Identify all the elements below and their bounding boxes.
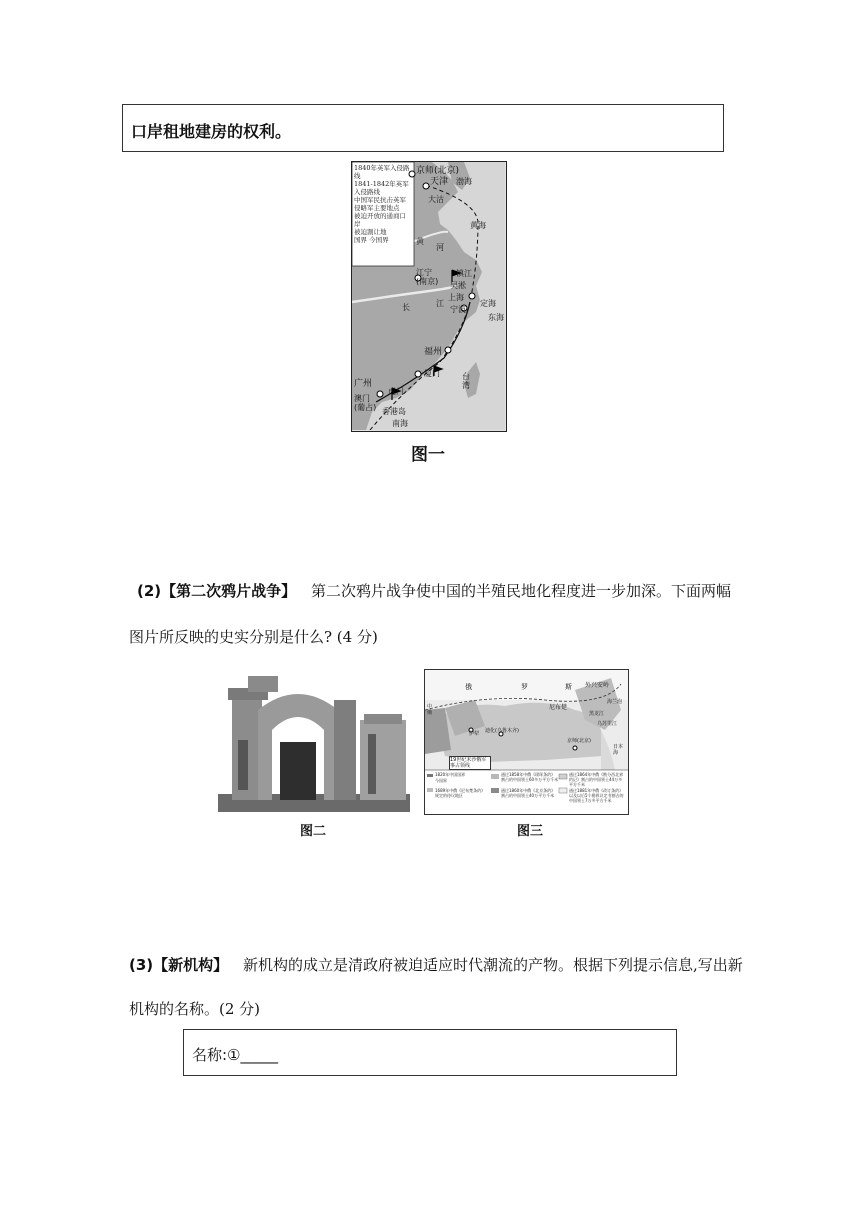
- figure-3-caption: 图三: [517, 824, 544, 839]
- figure-2-caption: 图二: [300, 824, 327, 839]
- place-label: 渤海: [456, 177, 472, 186]
- place-label: 广州: [354, 379, 373, 389]
- ruins-svg: [218, 670, 410, 812]
- place-label: 镇江: [456, 269, 472, 278]
- place-label: 京师(北京): [416, 166, 460, 176]
- map-3-legend-item: 通过1858年中俄《瑷珲条约》割占的中国领土60多万平方千米: [501, 772, 559, 782]
- map-1-legend-item: 国界: [354, 236, 367, 244]
- place-label: 澳门(葡占): [354, 394, 377, 412]
- map-3-label: 尼布楚: [549, 704, 568, 711]
- question-3: [129, 954, 749, 975]
- place-label: 吴淞: [450, 281, 466, 290]
- place-label: 香港岛: [382, 407, 406, 416]
- question-3-text-line1: 新机构的成立是清政府被迫适应时代潮流的产物。根据下列提示信息,写出新: [242, 956, 743, 974]
- map-3-label: 京师(北京): [567, 738, 591, 744]
- place-label: 定海: [480, 299, 496, 308]
- map-3-label: 黑龙江: [589, 711, 605, 717]
- map-3-legend-item: 通过1860年中俄《北京条约》割占的中国领土40万平方千米: [501, 788, 556, 798]
- answer-box[interactable]: [183, 1029, 677, 1076]
- map-3-label: 斯: [565, 683, 572, 691]
- question-3-label: (3)【新机构】: [129, 956, 229, 974]
- map-1-legend-item: 被迫开放的通商口岸: [354, 212, 406, 228]
- map-3-label: 海兰泡: [607, 699, 623, 705]
- place-label: 江: [436, 299, 444, 308]
- map-3-legend-item: 1689年中俄《尼布楚条约》规定的待议地区: [435, 788, 486, 798]
- map-3-label: 乌苏里江: [597, 721, 618, 727]
- map-1-legend-item: 今国界: [369, 236, 389, 244]
- figure-3-map: [424, 669, 629, 815]
- place-label: 长: [402, 303, 410, 312]
- map-1-legend-item: 被迫割让地: [354, 228, 387, 236]
- map-3-legend-item: 今国界: [435, 778, 447, 783]
- place-label: 宁波: [450, 305, 466, 314]
- place-label: 南海: [392, 419, 408, 428]
- place-label: 黄海: [470, 221, 486, 230]
- figure-2-photo: [218, 670, 410, 812]
- figure-1-map: [351, 161, 507, 432]
- place-label: 上海: [448, 293, 464, 302]
- figure-1-caption: 图一: [411, 445, 445, 465]
- map-3-label: 中俄: [427, 704, 433, 716]
- question-2-label: (2)【第二次鸦片战争】: [137, 582, 297, 600]
- map-3-label: 19世纪末沙俄军事占领线: [449, 756, 491, 770]
- map-1-legend-item: 中国军民抗击英军侵略军主要地点: [354, 196, 406, 212]
- place-label: 福州: [424, 347, 443, 357]
- map-3-label: 俄: [465, 683, 472, 691]
- top-text-box: [122, 104, 724, 152]
- place-label: 大沽: [428, 195, 444, 204]
- question-2-text-line1: 第二次鸦片战争使中国的半殖民地化程度进一步加深。下面两幅: [310, 582, 731, 600]
- place-label: 天津: [430, 177, 449, 187]
- question-2: [137, 580, 737, 601]
- map-1-legend-item: 1840年英军入侵路线: [354, 164, 410, 180]
- map-3-label: 迪化(乌鲁木齐): [485, 728, 519, 734]
- map-3-legend-item: 1820年中国国界: [435, 772, 466, 777]
- map-3-label: 外兴安岭: [585, 682, 610, 689]
- answer-name-field[interactable]: 名称:①_____: [192, 1046, 279, 1064]
- map-3-label: 日本海: [613, 744, 624, 756]
- top-box-text: 口岸租地建房的权利。: [131, 122, 292, 141]
- place-label: 黄: [416, 237, 424, 246]
- question-3-text-line2: 机构的名称。(2 分): [129, 1000, 261, 1018]
- place-label: 虎门: [388, 387, 404, 396]
- place-label: 台湾: [462, 372, 470, 390]
- map-3-label: 伊犁: [469, 731, 480, 737]
- map-1-legend: [354, 164, 412, 244]
- map-3-label: 罗: [521, 683, 528, 691]
- map-3-legend-item: 通过1864年中俄《勘分西北界约记》割占的中国领土44万多平方千米: [569, 772, 624, 787]
- question-2-text-line2: 图片所反映的史实分别是什么? (4 分): [129, 628, 378, 646]
- place-label: 江宁(南京): [416, 268, 439, 286]
- place-label: 东海: [488, 313, 504, 322]
- map-3-legend-item: 通过1881年中俄《改订条约》以及以后5个勘界议定书割占的中国领土7万多平方千米: [569, 788, 624, 803]
- map-1-legend-item: 1841-1842年英军入侵路线: [354, 180, 409, 196]
- place-label: 厦门: [424, 369, 440, 378]
- place-label: 河: [436, 243, 444, 252]
